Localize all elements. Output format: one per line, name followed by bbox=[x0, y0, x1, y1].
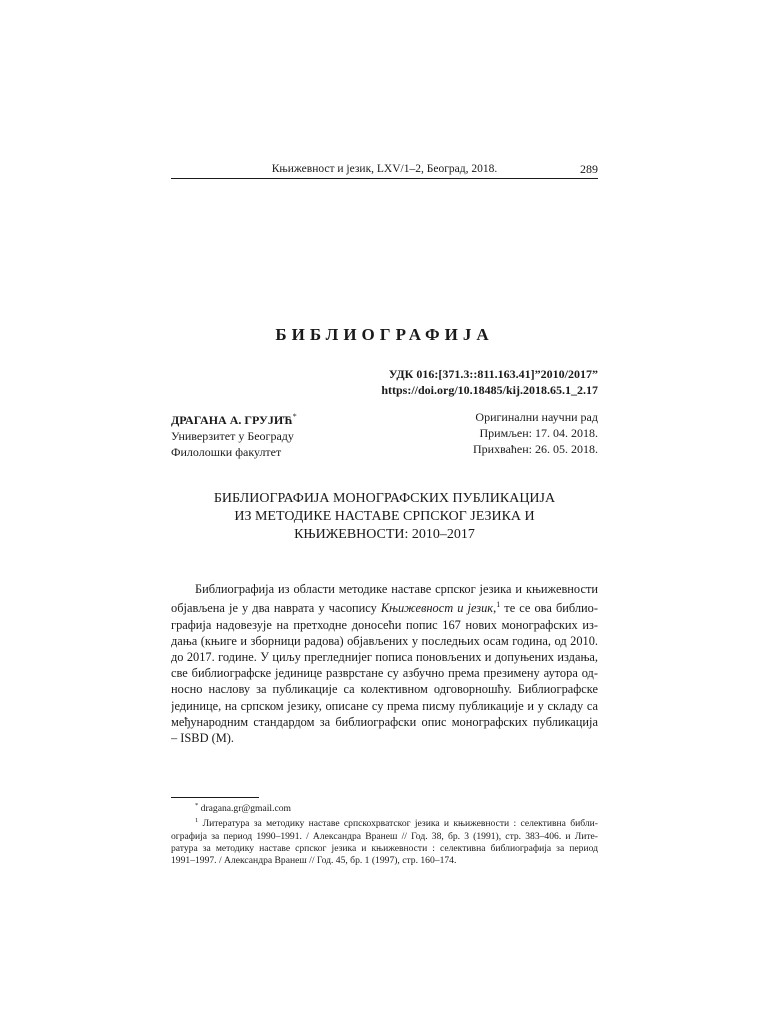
abstract-line-2: објављена је у два наврата у часопису Књижевност и језик,$^1$ те се ова библио- bbox=[171, 600, 598, 616]
abstract-line-2-start: објављена је у два наврата у часопису bbox=[171, 601, 381, 616]
footnotes bbox=[171, 800, 598, 867]
udk-code: УДК 016:[371.3::811.163.41]”2010/2017” bbox=[388, 367, 598, 381]
abstract-line-10: – ISBD (M). bbox=[171, 730, 234, 745]
page-number: 289 bbox=[580, 162, 598, 176]
author-info bbox=[171, 409, 297, 460]
footnote-1-line-3: ратура за методику наставе српског језика и књижевности : селективна библиографија за период bbox=[171, 842, 598, 854]
article-title bbox=[171, 490, 598, 544]
section-title: БИБЛИОГРАФИЈА bbox=[275, 325, 494, 344]
udk-block bbox=[381, 366, 598, 398]
author-name-text: ДРАГАНА А. ГРУЈИЋ bbox=[171, 413, 293, 427]
footnote-rule bbox=[171, 797, 259, 798]
abstract-line-7: носно наслову за публикације са колективном одговорношћу. Библиографске bbox=[171, 682, 598, 697]
author-email[interactable]: dragana.gr@gmail.com bbox=[200, 803, 292, 815]
accepted-date: Прихваћен: 26. 05. 2018. bbox=[472, 442, 598, 456]
abstract bbox=[171, 581, 598, 746]
footnote-1-line-1 bbox=[171, 815, 598, 830]
article-title-line-2: ИЗ МЕТОДИКЕ НАСТАВЕ СРПСКОГ ЈЕЗИКА И bbox=[234, 509, 535, 524]
footnote-1-line-2: ографија за период 1990–1991. / Александра Вранеш // Год. 38, бр. 3 (1991), стр. 383–406. и Лите- bbox=[171, 830, 598, 842]
running-head-journal: Књижевност и језик, LXV/1–2, Београд, 2018. bbox=[271, 163, 498, 175]
author-affiliation-faculty: Филолошки факултет bbox=[171, 445, 282, 459]
author-affiliation-university: Универзитет у Београду bbox=[171, 429, 294, 443]
article-title-line-3: КЊИЖЕВНОСТИ: 2010–2017 bbox=[294, 527, 475, 542]
footnote-1-line-4: 1991–1997. / Александра Вранеш // Год. 45, бр. 1 (1997), стр. 160–174. bbox=[171, 855, 457, 867]
article-type: Оригинални научни рад bbox=[475, 410, 598, 424]
abstract-line-6: све библиографске јединице разврстане су азбучно према презимену аутора од- bbox=[171, 666, 598, 681]
article-title-line-1: БИБЛИОГРАФИЈА МОНОГРАФСКИХ ПУБЛИКАЦИЈА bbox=[213, 491, 556, 506]
article-meta bbox=[473, 409, 598, 457]
footnote-star-mark: * bbox=[195, 802, 199, 809]
abstract-line-5: до 2017. године. У циљу прегледнијег пописа поновљених и допуњених издања, bbox=[171, 649, 598, 664]
footnote-star bbox=[171, 800, 598, 815]
footnote-1-line-1-text: Литература за методику наставе српскохрватског језика и књижевности : селективна библи- bbox=[202, 818, 598, 830]
journal-title-italic: Књижевност и језик bbox=[380, 601, 494, 616]
abstract-line-4: дања (књиге и зборници радова) објављених у последњих осам година, од 2010. bbox=[171, 633, 598, 648]
author-footnote-mark: * bbox=[292, 412, 297, 421]
abstract-line-9: међународним стандардом за библиографски опис монографских публикација bbox=[171, 714, 598, 729]
abstract-line-2-end: те се ова библио- bbox=[500, 601, 598, 616]
doi-link[interactable]: https://doi.org/10.18485/kij.2018.65.1_2.17 bbox=[381, 383, 598, 397]
author-name bbox=[171, 409, 297, 428]
header-rule bbox=[171, 178, 598, 179]
abstract-line-1: Библиографија из области методике наставе српског језика и књижевности bbox=[195, 582, 598, 596]
received-date: Примљен: 17. 04. 2018. bbox=[479, 426, 598, 440]
footnote-1-mark: 1 bbox=[195, 817, 199, 825]
abstract-line-3: графија надовезује на претходне доносећи попис 167 нових монографских из- bbox=[171, 617, 598, 632]
abstract-line-8: јединице, на српском језику, описане су према писму публикације и у складу са bbox=[171, 698, 598, 713]
footnote-ref-1[interactable]: 1 bbox=[496, 600, 501, 610]
